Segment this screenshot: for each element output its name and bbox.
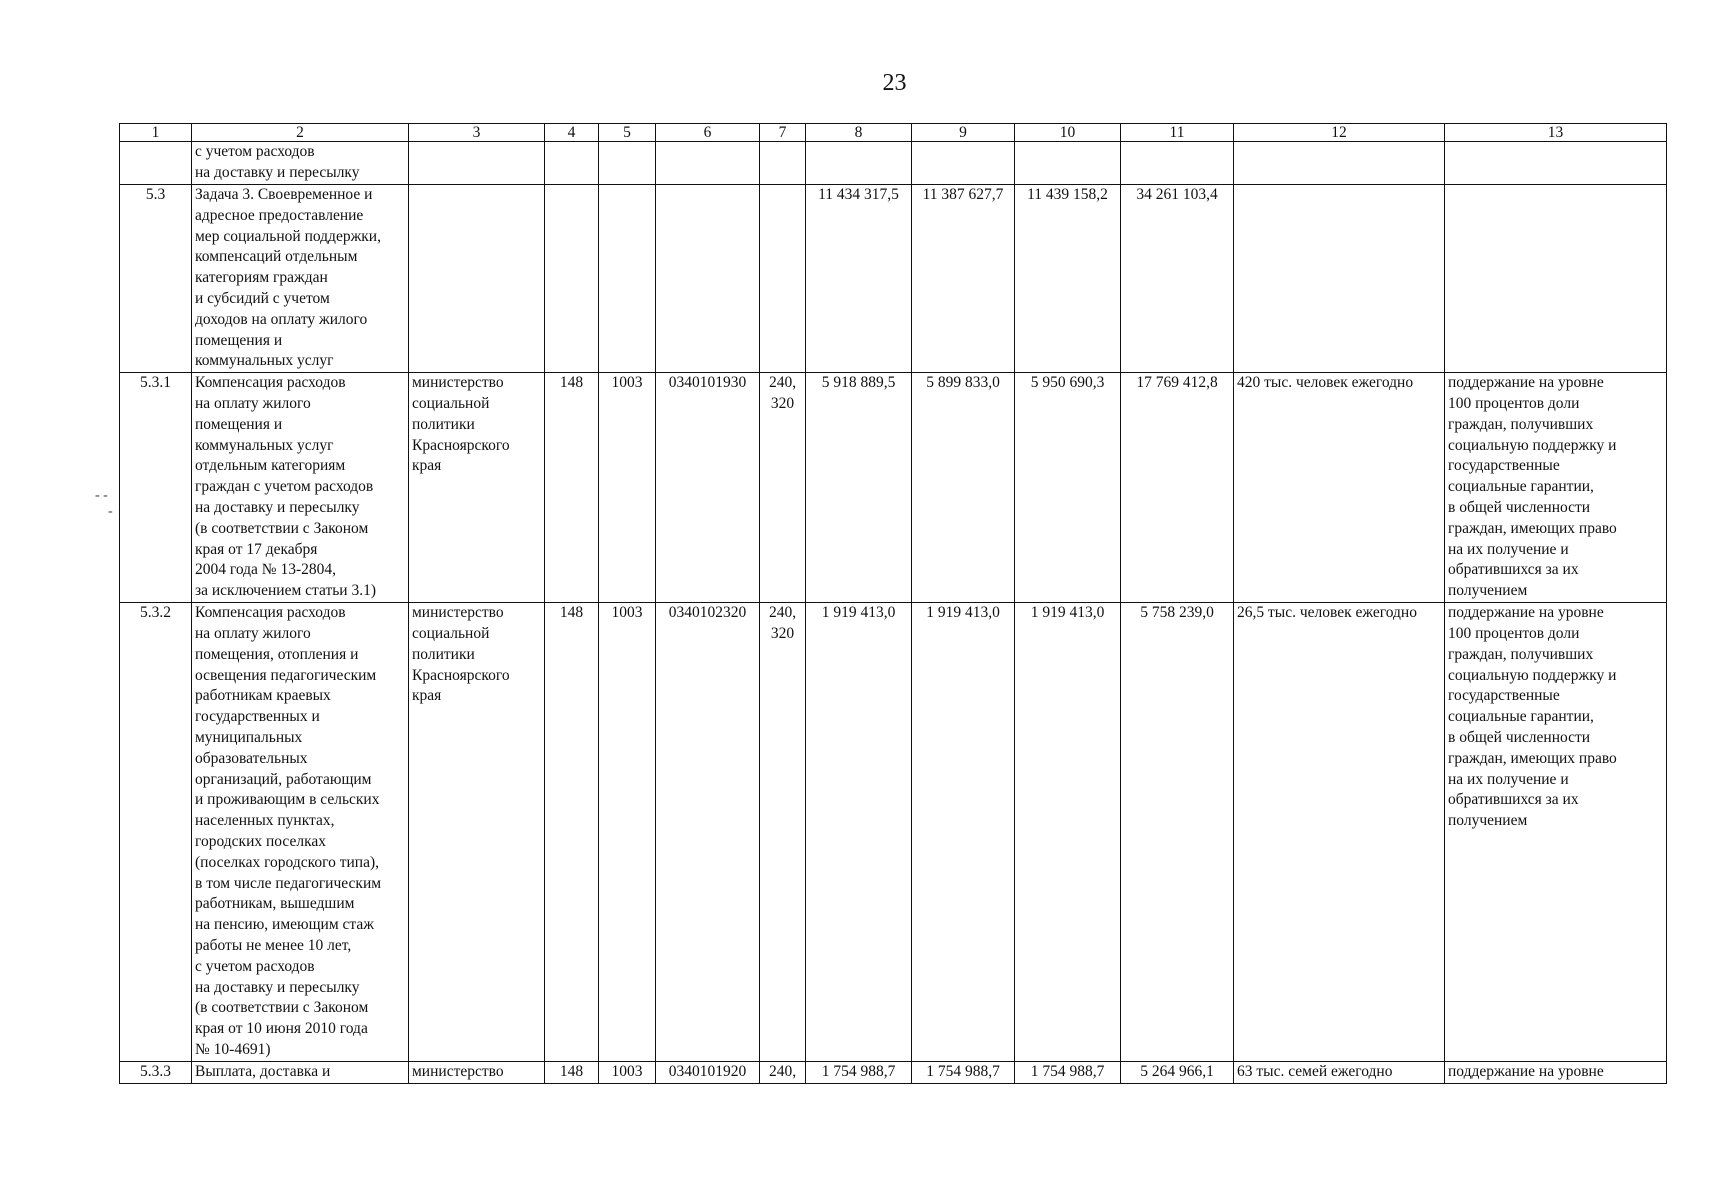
table-row xyxy=(120,1061,1667,1083)
cell-csr xyxy=(656,185,760,373)
cell-grbs: 148 xyxy=(545,1061,599,1083)
header-cell-12: 12 xyxy=(1234,124,1445,142)
cell-total: 5 758 239,0 xyxy=(1121,603,1234,1062)
header-cell-9: 9 xyxy=(912,124,1015,142)
cell-rzpr: 1003 xyxy=(599,373,656,603)
header-cell-3: 3 xyxy=(409,124,545,142)
table-row xyxy=(120,185,1667,373)
cell-result: 63 тыс. семей ежегодно xyxy=(1234,1061,1445,1083)
cell-name: Компенсация расходов на оплату жилого помещения, отопления и освещения педагогическим работникам краевых государственных и муниципальных образовательных организаций, работающим и проживающим в сельских населенных пунктах, городских поселках (поселках городского типа), в том числе педагогическим работникам, вышедшим на пенсию, имеющим стаж работы не менее 10 лет, с учетом расходов на доставку и пересылку (в соответствии с Законом края от 10 июня 2010 года № 10-4691) xyxy=(192,603,409,1062)
cell-y1: 5 918 889,5 xyxy=(806,373,912,603)
cell-executor: министерство социальной политики Красноярского края xyxy=(409,603,545,1062)
cell-no: 5.3.1 xyxy=(120,373,192,603)
cell-rzpr xyxy=(599,142,656,185)
cell-executor: министерство xyxy=(409,1061,545,1083)
cell-csr: 0340102320 xyxy=(656,603,760,1062)
cell-name: с учетом расходов на доставку и пересылку xyxy=(192,142,409,185)
header-cell-11: 11 xyxy=(1121,124,1234,142)
margin-mark: - - xyxy=(95,488,108,503)
header-cell-4: 4 xyxy=(545,124,599,142)
cell-csr: 0340101930 xyxy=(656,373,760,603)
cell-executor xyxy=(409,185,545,373)
cell-y3: 11 439 158,2 xyxy=(1015,185,1121,373)
cell-grbs: 148 xyxy=(545,603,599,1062)
cell-vr xyxy=(760,185,806,373)
cell-no: 5.3.2 xyxy=(120,603,192,1062)
cell-grbs: 148 xyxy=(545,373,599,603)
cell-y3: 1 919 413,0 xyxy=(1015,603,1121,1062)
cell-no: 5.3 xyxy=(120,185,192,373)
cell-y1: 11 434 317,5 xyxy=(806,185,912,373)
cell-name: Задача 3. Своевременное и адресное предоставление мер социальной поддержки, компенсаций отдельным категориям граждан и субсидий с учетом доходов на оплату жилого помещения и коммунальных услуг xyxy=(192,185,409,373)
page-number: 23 xyxy=(882,70,907,96)
cell-indicator: поддержание на уровне xyxy=(1445,1061,1667,1083)
program-table xyxy=(119,123,1667,1084)
cell-rzpr: 1003 xyxy=(599,603,656,1062)
cell-y1: 1 919 413,0 xyxy=(806,603,912,1062)
cell-result xyxy=(1234,185,1445,373)
cell-no: 5.3.3 xyxy=(120,1061,192,1083)
cell-result xyxy=(1234,142,1445,185)
cell-csr xyxy=(656,142,760,185)
cell-y3: 1 754 988,7 xyxy=(1015,1061,1121,1083)
header-cell-6: 6 xyxy=(656,124,760,142)
cell-y2: 1 919 413,0 xyxy=(912,603,1015,1062)
cell-csr: 0340101920 xyxy=(656,1061,760,1083)
cell-y2: 11 387 627,7 xyxy=(912,185,1015,373)
header-cell-10: 10 xyxy=(1015,124,1121,142)
table-row xyxy=(120,373,1667,603)
cell-executor: министерство социальной политики Красноярского края xyxy=(409,373,545,603)
header-cell-2: 2 xyxy=(192,124,409,142)
cell-y1: 1 754 988,7 xyxy=(806,1061,912,1083)
cell-vr xyxy=(760,142,806,185)
cell-total: 5 264 966,1 xyxy=(1121,1061,1234,1083)
cell-rzpr xyxy=(599,185,656,373)
cell-indicator xyxy=(1445,185,1667,373)
table-row xyxy=(120,603,1667,1062)
cell-indicator xyxy=(1445,142,1667,185)
cell-rzpr: 1003 xyxy=(599,1061,656,1083)
cell-name: Компенсация расходов на оплату жилого помещения и коммунальных услуг отдельным категориям граждан с учетом расходов на доставку и пересылку (в соответствии с Законом края от 17 декабря 2004 года № 13-2804, за исключением статьи 3.1) xyxy=(192,373,409,603)
cell-total: 17 769 412,8 xyxy=(1121,373,1234,603)
cell-y3: 5 950 690,3 xyxy=(1015,373,1121,603)
cell-y2: 5 899 833,0 xyxy=(912,373,1015,603)
cell-y3 xyxy=(1015,142,1121,185)
cell-y2: 1 754 988,7 xyxy=(912,1061,1015,1083)
cell-y2 xyxy=(912,142,1015,185)
cell-no xyxy=(120,142,192,185)
cell-total: 34 261 103,4 xyxy=(1121,185,1234,373)
cell-indicator: поддержание на уровне 100 процентов доли граждан, получивших социальную поддержку и государственные социальные гарантии, в общей численности граждан, имеющих право на их получение и обратившихся за их получением xyxy=(1445,373,1667,603)
margin-mark: - xyxy=(108,504,113,519)
cell-grbs xyxy=(545,142,599,185)
header-cell-13: 13 xyxy=(1445,124,1667,142)
header-cell-1: 1 xyxy=(120,124,192,142)
cell-name: Выплата, доставка и xyxy=(192,1061,409,1083)
table-row xyxy=(120,142,1667,185)
cell-result: 26,5 тыс. человек ежегодно xyxy=(1234,603,1445,1062)
header-cell-7: 7 xyxy=(760,124,806,142)
cell-y1 xyxy=(806,142,912,185)
header-row xyxy=(120,124,1667,142)
header-cell-5: 5 xyxy=(599,124,656,142)
cell-executor xyxy=(409,142,545,185)
cell-vr: 240, 320 xyxy=(760,603,806,1062)
cell-grbs xyxy=(545,185,599,373)
cell-total xyxy=(1121,142,1234,185)
cell-vr: 240, 320 xyxy=(760,373,806,603)
cell-result: 420 тыс. человек ежегодно xyxy=(1234,373,1445,603)
cell-indicator: поддержание на уровне 100 процентов доли граждан, получивших социальную поддержку и государственные социальные гарантии, в общей численности граждан, имеющих право на их получение и обратившихся за их получением xyxy=(1445,603,1667,1062)
header-cell-8: 8 xyxy=(806,124,912,142)
cell-vr: 240, xyxy=(760,1061,806,1083)
